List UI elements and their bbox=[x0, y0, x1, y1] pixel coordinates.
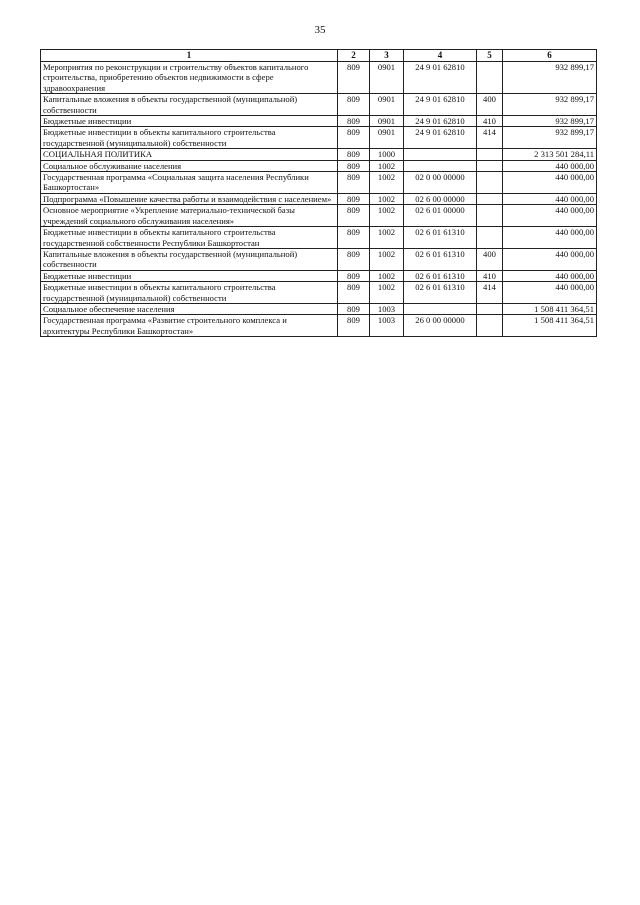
table-row bbox=[41, 116, 597, 127]
table-row bbox=[41, 62, 597, 94]
row-expense-type bbox=[477, 227, 503, 249]
row-expense-type: 410 bbox=[477, 270, 503, 281]
row-name: СОЦИАЛЬНАЯ ПОЛИТИКА bbox=[41, 149, 338, 160]
row-section-code: 1002 bbox=[370, 205, 404, 227]
row-grbs-code: 809 bbox=[338, 205, 370, 227]
table-row bbox=[41, 205, 597, 227]
row-sum: 440 000,00 bbox=[503, 205, 597, 227]
row-sum: 440 000,00 bbox=[503, 172, 597, 194]
budget-table bbox=[40, 49, 597, 337]
row-expense-type: 400 bbox=[477, 94, 503, 116]
row-target-code: 26 0 00 00000 bbox=[404, 315, 477, 337]
row-grbs-code: 809 bbox=[338, 227, 370, 249]
row-expense-type bbox=[477, 315, 503, 337]
row-name: Государственная программа «Социальная защита населения Республики Башкортостан» bbox=[41, 172, 338, 194]
row-expense-type: 414 bbox=[477, 282, 503, 304]
row-section-code: 1002 bbox=[370, 270, 404, 281]
row-sum: 440 000,00 bbox=[503, 282, 597, 304]
table-row bbox=[41, 315, 597, 337]
row-name: Бюджетные инвестиции bbox=[41, 270, 338, 281]
row-grbs-code: 809 bbox=[338, 193, 370, 204]
row-name: Капитальные вложения в объекты государственной (муниципальной) собственности bbox=[41, 248, 338, 270]
row-target-code: 24 9 01 62810 bbox=[404, 127, 477, 149]
row-section-code: 1002 bbox=[370, 248, 404, 270]
row-section-code: 1003 bbox=[370, 303, 404, 314]
row-sum: 440 000,00 bbox=[503, 270, 597, 281]
table-row bbox=[41, 248, 597, 270]
header-row bbox=[41, 50, 597, 62]
row-grbs-code: 809 bbox=[338, 62, 370, 94]
row-expense-type bbox=[477, 160, 503, 171]
row-name: Бюджетные инвестиции bbox=[41, 116, 338, 127]
table-row bbox=[41, 270, 597, 281]
row-sum: 440 000,00 bbox=[503, 160, 597, 171]
table-row bbox=[41, 149, 597, 160]
row-name: Социальное обслуживание населения bbox=[41, 160, 338, 171]
row-name: Капитальные вложения в объекты государственной (муниципальной) собственности bbox=[41, 94, 338, 116]
header-col-3: 3 bbox=[370, 50, 404, 62]
table-row bbox=[41, 127, 597, 149]
row-target-code: 02 6 00 00000 bbox=[404, 193, 477, 204]
row-sum: 440 000,00 bbox=[503, 193, 597, 204]
row-section-code: 1003 bbox=[370, 315, 404, 337]
row-grbs-code: 809 bbox=[338, 282, 370, 304]
row-name: Мероприятия по реконструкции и строительству объектов капитального строительства, приобретению объектов недвижимости в сфере здравоохранения bbox=[41, 62, 338, 94]
row-section-code: 0901 bbox=[370, 62, 404, 94]
row-target-code: 02 6 01 61310 bbox=[404, 248, 477, 270]
row-name: Основное мероприятие «Укрепление материально-технической базы учреждений социального обслуживания населения» bbox=[41, 205, 338, 227]
row-sum: 440 000,00 bbox=[503, 248, 597, 270]
header-col-5: 5 bbox=[477, 50, 503, 62]
table-row bbox=[41, 94, 597, 116]
row-section-code: 1000 bbox=[370, 149, 404, 160]
row-name: Подпрограмма «Повышение качества работы и взаимодействия с населением» bbox=[41, 193, 338, 204]
row-section-code: 1002 bbox=[370, 172, 404, 194]
row-section-code: 1002 bbox=[370, 160, 404, 171]
header-col-1: 1 bbox=[41, 50, 338, 62]
row-target-code bbox=[404, 149, 477, 160]
table-header bbox=[41, 50, 597, 62]
row-expense-type bbox=[477, 193, 503, 204]
table-row bbox=[41, 303, 597, 314]
table-body bbox=[41, 62, 597, 337]
row-target-code: 24 9 01 62810 bbox=[404, 116, 477, 127]
row-sum: 1 508 411 364,51 bbox=[503, 303, 597, 314]
row-expense-type bbox=[477, 149, 503, 160]
row-section-code: 1002 bbox=[370, 282, 404, 304]
table-row bbox=[41, 172, 597, 194]
row-grbs-code: 809 bbox=[338, 116, 370, 127]
row-target-code: 02 6 01 61310 bbox=[404, 282, 477, 304]
row-grbs-code: 809 bbox=[338, 248, 370, 270]
row-name: Бюджетные инвестиции в объекты капитального строительства государственной собственности Республики Башкортостан bbox=[41, 227, 338, 249]
page-number: 35 bbox=[314, 24, 326, 36]
row-expense-type bbox=[477, 172, 503, 194]
row-target-code: 02 6 01 61310 bbox=[404, 227, 477, 249]
row-sum: 932 899,17 bbox=[503, 127, 597, 149]
row-grbs-code: 809 bbox=[338, 172, 370, 194]
table-row bbox=[41, 160, 597, 171]
row-name: Бюджетные инвестиции в объекты капитального строительства государственной (муниципальной) собственности bbox=[41, 127, 338, 149]
row-expense-type bbox=[477, 205, 503, 227]
row-name: Социальное обеспечение населения bbox=[41, 303, 338, 314]
row-expense-type bbox=[477, 62, 503, 94]
row-name: Бюджетные инвестиции в объекты капитального строительства государственной (муниципальной) собственности bbox=[41, 282, 338, 304]
row-grbs-code: 809 bbox=[338, 160, 370, 171]
row-sum: 932 899,17 bbox=[503, 62, 597, 94]
row-target-code bbox=[404, 303, 477, 314]
row-expense-type: 410 bbox=[477, 116, 503, 127]
row-target-code bbox=[404, 160, 477, 171]
row-section-code: 1002 bbox=[370, 227, 404, 249]
row-sum: 440 000,00 bbox=[503, 227, 597, 249]
row-grbs-code: 809 bbox=[338, 94, 370, 116]
row-sum: 932 899,17 bbox=[503, 94, 597, 116]
row-sum: 2 313 501 284,11 bbox=[503, 149, 597, 160]
row-expense-type bbox=[477, 303, 503, 314]
row-section-code: 0901 bbox=[370, 116, 404, 127]
row-section-code: 0901 bbox=[370, 94, 404, 116]
table-row bbox=[41, 227, 597, 249]
row-grbs-code: 809 bbox=[338, 303, 370, 314]
row-expense-type: 400 bbox=[477, 248, 503, 270]
row-grbs-code: 809 bbox=[338, 315, 370, 337]
row-target-code: 02 0 00 00000 bbox=[404, 172, 477, 194]
row-sum: 932 899,17 bbox=[503, 116, 597, 127]
row-target-code: 02 6 01 61310 bbox=[404, 270, 477, 281]
row-section-code: 0901 bbox=[370, 127, 404, 149]
header-col-6: 6 bbox=[503, 50, 597, 62]
row-grbs-code: 809 bbox=[338, 270, 370, 281]
header-col-4: 4 bbox=[404, 50, 477, 62]
row-grbs-code: 809 bbox=[338, 149, 370, 160]
row-grbs-code: 809 bbox=[338, 127, 370, 149]
row-sum: 1 508 411 364,51 bbox=[503, 315, 597, 337]
row-target-code: 24 9 01 62810 bbox=[404, 94, 477, 116]
table-row bbox=[41, 282, 597, 304]
header-col-2: 2 bbox=[338, 50, 370, 62]
row-section-code: 1002 bbox=[370, 193, 404, 204]
row-target-code: 02 6 01 00000 bbox=[404, 205, 477, 227]
row-name: Государственная программа «Развитие строительного комплекса и архитектуры Республики Башкортостан» bbox=[41, 315, 338, 337]
row-expense-type: 414 bbox=[477, 127, 503, 149]
table-row bbox=[41, 193, 597, 204]
row-target-code: 24 9 01 62810 bbox=[404, 62, 477, 94]
